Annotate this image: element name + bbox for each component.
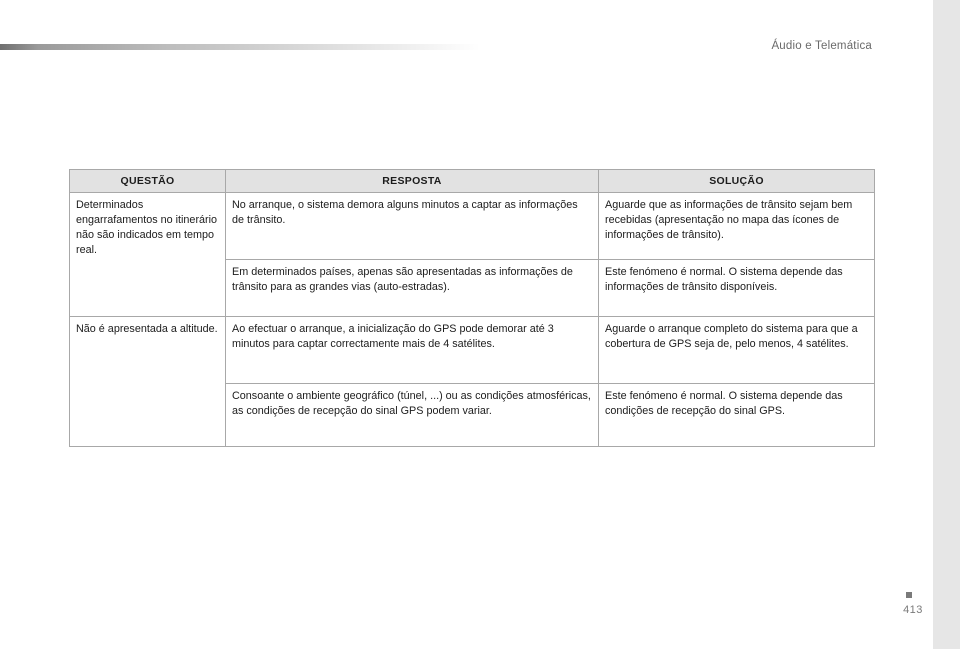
solution-cell [599, 193, 875, 260]
column-header-question: QUESTÃO [70, 170, 226, 193]
answer-cell [226, 317, 599, 384]
solution-text: Este fenómeno é normal. O sistema depende das condições de recepção do sinal GPS. [605, 390, 843, 417]
solution-text: Este fenómeno é normal. O sistema depende das informações de trânsito disponíveis. [605, 266, 843, 293]
answer-cell [226, 260, 599, 317]
column-header-solution: SOLUÇÃO [599, 170, 875, 193]
answer-text: Em determinados países, apenas são apresentadas as informações de trânsito para as grandes vias (auto-estradas). [232, 266, 573, 293]
table-row [70, 317, 875, 384]
solution-cell [599, 317, 875, 384]
header-gradient-bar [0, 44, 480, 50]
section-title: Áudio e Telemática [771, 40, 872, 52]
page-number: 413 [903, 604, 923, 616]
table-header-row [70, 170, 875, 193]
solution-cell [599, 384, 875, 447]
question-cell [70, 193, 226, 317]
answer-text: Consoante o ambiente geográfico (túnel, ...) ou as condições atmosféricas, as condições de recepção do sinal GPS podem variar. [232, 390, 591, 417]
faq-table [69, 169, 875, 447]
solution-text: Aguarde que as informações de trânsito sejam bem recebidas (apresentação no mapa das ícones de informações de trânsito). [605, 199, 853, 241]
question-text: Não é apresentada a altitude. [76, 323, 218, 335]
answer-text: No arranque, o sistema demora alguns minutos a captar as informações de trânsito. [232, 199, 578, 226]
column-header-answer: RESPOSTA [226, 170, 599, 193]
answer-cell [226, 384, 599, 447]
table-row [70, 193, 875, 260]
answer-cell [226, 193, 599, 260]
solution-text: Aguarde o arranque completo do sistema para que a cobertura de GPS seja de, pelo menos, 4 satélites. [605, 323, 858, 350]
page-marker-square [906, 592, 912, 598]
answer-text: Ao efectuar o arranque, a inicialização do GPS pode demorar até 3 minutos para captar correctamente mais de 4 satélites. [232, 323, 554, 350]
page-edge-strip [933, 0, 960, 649]
question-cell [70, 317, 226, 447]
question-text: Determinados engarrafamentos no itinerário não são indicados em tempo real. [76, 199, 218, 256]
solution-cell [599, 260, 875, 317]
